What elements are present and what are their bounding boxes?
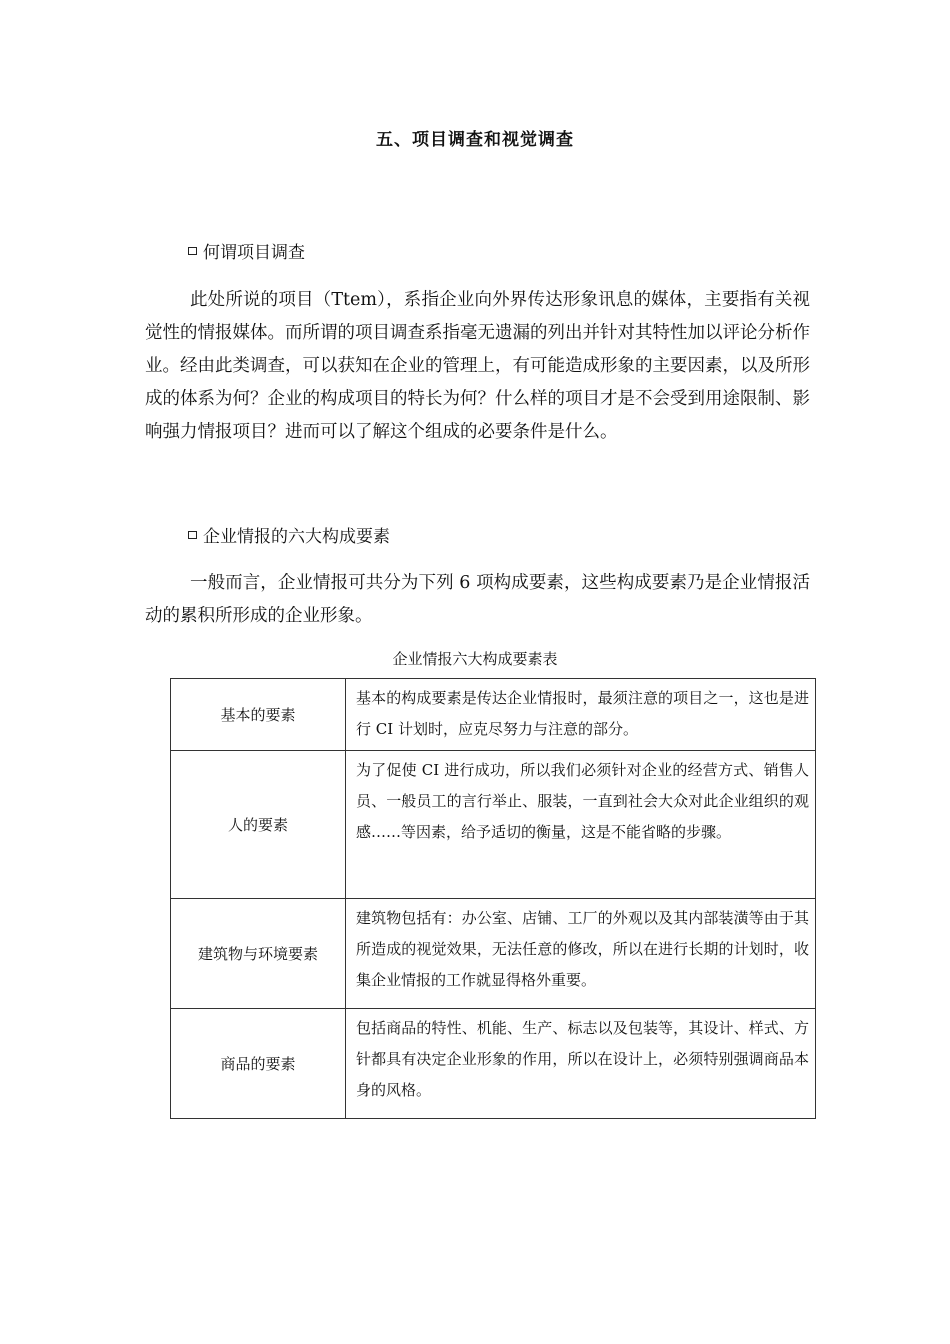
element-description: 包括商品的特性、机能、生产、标志以及包装等，其设计、样式、方针都具有决定企业形象的作用，所以在设计上，必须特别强调商品本身的风格。 [346, 1009, 816, 1119]
section-heading-six-elements [188, 522, 390, 547]
page-title: 五、项目调查和视觉调查 [376, 130, 574, 150]
section-heading-text: 何谓项目调查 [203, 243, 305, 263]
section-heading-text: 企业情报的六大构成要素 [203, 527, 390, 547]
square-bullet-icon [188, 531, 197, 539]
element-description: 基本的构成要素是传达企业情报时，最须注意的项目之一，这也是进行 CI 计划时，应克尽努力与注意的部分。 [346, 679, 816, 751]
elements-table [170, 678, 816, 1119]
table-row [171, 751, 816, 899]
element-label: 人的要素 [171, 751, 346, 899]
element-label: 基本的要素 [171, 679, 346, 751]
table-row [171, 899, 816, 1009]
section-heading-item-survey [188, 238, 305, 263]
element-description: 建筑物包括有：办公室、店铺、工厂的外观以及其内部装潢等由于其所造成的视觉效果，无法任意的修改，所以在进行长期的计划时，收集企业情报的工作就显得格外重要。 [346, 899, 816, 1009]
item-survey-paragraph: 此处所说的项目（Ttem），系指企业向外界传达形象讯息的媒体，主要指有关视觉性的情报媒体。而所谓的项目调查系指毫无遗漏的列出并针对其特性加以评论分析作业。经由此类调查，可以获知在企业的管理上，有可能造成形象的主要因素，以及所形成的体系为何？企业的构成项目的特长为何？什么样的项目才是不会受到用途限制、影响强力情报项目？进而可以了解这个组成的必要条件是什么。 [145, 290, 810, 442]
square-bullet-icon [188, 247, 197, 255]
table-row [171, 679, 816, 751]
element-label: 商品的要素 [171, 1009, 346, 1119]
six-elements-paragraph: 一般而言，企业情报可共分为下列 6 项构成要素，这些构成要素乃是企业情报活动的累积所形成的企业形象。 [145, 573, 810, 626]
element-description: 为了促使 CI 进行成功，所以我们必须针对企业的经营方式、销售人员、一般员工的言行举止、服装，一直到社会大众对此企业组织的观感……等因素，给予适切的衡量，这是不能省略的步骤。 [346, 751, 816, 899]
table-caption: 企业情报六大构成要素表 [392, 650, 558, 668]
element-label: 建筑物与环境要素 [171, 899, 346, 1009]
table-row [171, 1009, 816, 1119]
